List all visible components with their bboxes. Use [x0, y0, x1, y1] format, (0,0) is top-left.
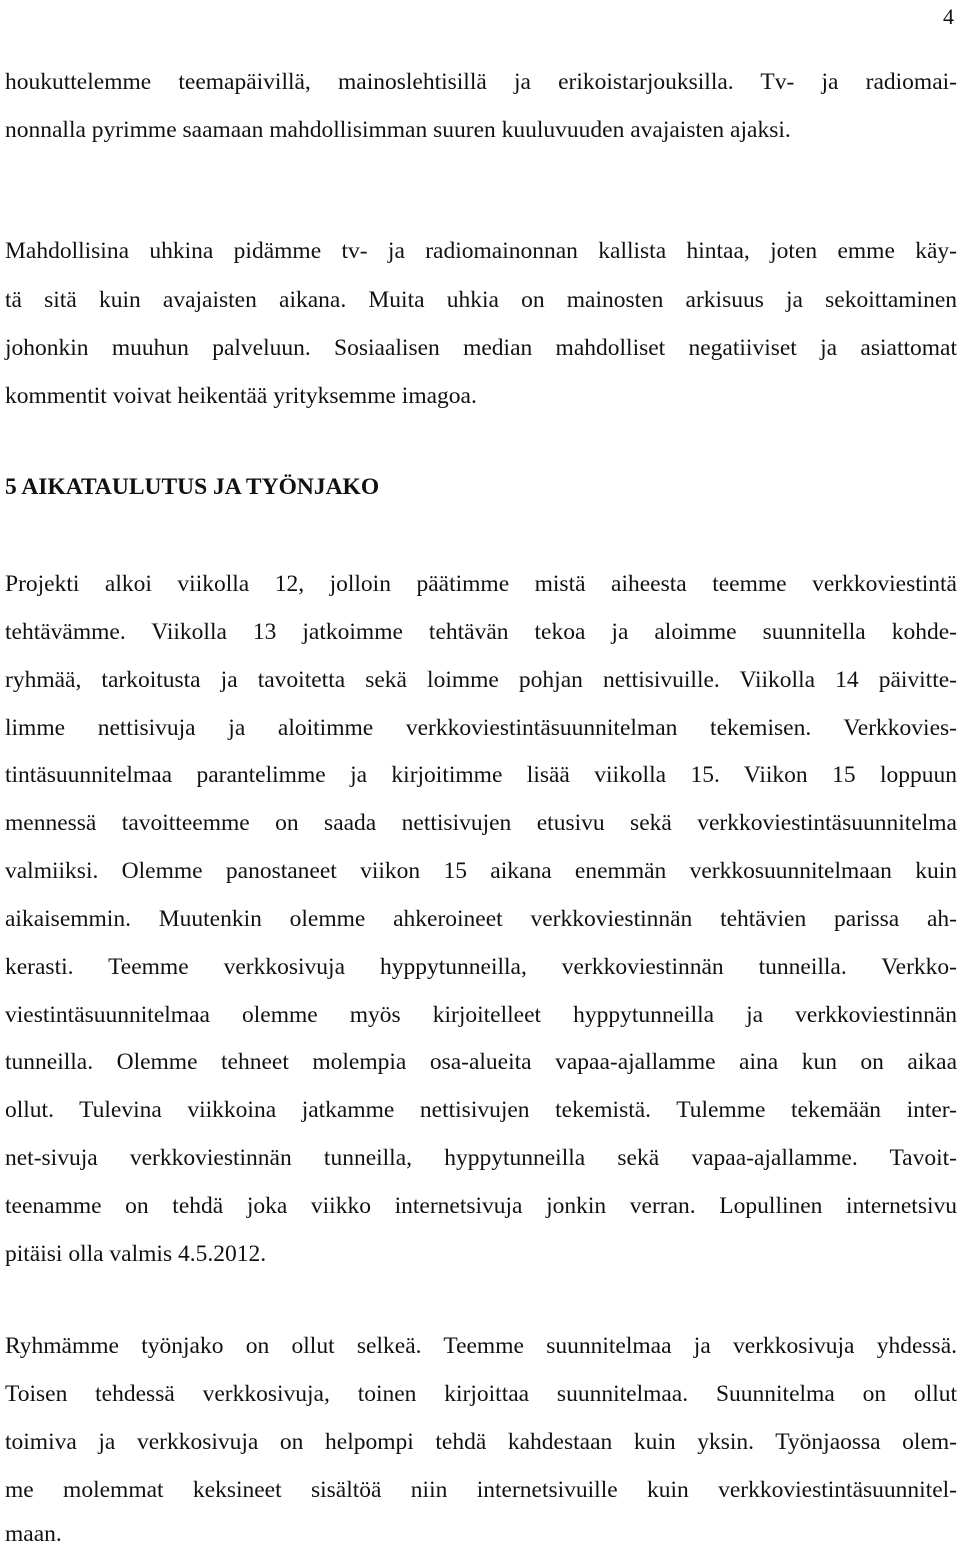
text-line: nonnalla pyrimme saamaan mahdollisimman suuren kuuluvuuden avajaisten ajaksi.	[5, 117, 791, 143]
text-line: me molemmat keksineet sisältöä niin internetsivuille kuin verkkoviestintäsuunnitel-	[5, 1477, 957, 1503]
text-line: toimiva ja verkkosivuja on helpompi tehdä kahdestaan kuin yksin. Työnjaossa olem-	[5, 1429, 957, 1455]
text-line: maan.	[5, 1521, 62, 1547]
text-line: kommentit voivat heikentää yrityksemme imagoa.	[5, 383, 477, 409]
text-line: kerasti. Teemme verkkosivuja hyppytunneilla, verkkoviestinnän tunneilla. Verkko-	[5, 954, 957, 980]
page-number: 4	[943, 4, 954, 29]
text-line: valmiiksi. Olemme panostaneet viikon 15 aikana enemmän verkkosuunnitelmaan kuin	[5, 858, 957, 884]
text-line: ollut. Tulevina viikkoina jatkamme nettisivujen tekemistä. Tulemme tekemään inter-	[5, 1097, 957, 1123]
text-line: Projekti alkoi viikolla 12, jolloin päätimme mistä aiheesta teemme verkkoviestintä	[5, 571, 957, 597]
text-line: mennessä tavoitteemme on saada nettisivujen etusivu sekä verkkoviestintäsuunnitelma	[5, 810, 957, 836]
text-line: tunneilla. Olemme tehneet molempia osa-alueita vapaa-ajallamme aina kun on aikaa	[5, 1049, 957, 1075]
text-line: Ryhmämme työnjako on ollut selkeä. Teemme suunnitelmaa ja verkkosivuja yhdessä.	[5, 1333, 957, 1359]
text-line: Toisen tehdessä verkkosivuja, toinen kirjoittaa suunnitelmaa. Suunnitelma on ollut	[5, 1381, 957, 1407]
text-line: limme nettisivuja ja aloitimme verkkoviestintäsuunnitelman tekemisen. Verkkovies-	[5, 715, 957, 741]
text-line: houkuttelemme teemapäivillä, mainoslehtisillä ja erikoistarjouksilla. Tv- ja radiomai-	[5, 69, 957, 95]
text-line: aikaisemmin. Muutenkin olemme ahkeroineet verkkoviestinnän tehtävien parissa ah-	[5, 906, 957, 932]
text-line: ryhmää, tarkoitusta ja tavoitetta sekä loimme pohjan nettisivuille. Viikolla 14 päivitte-	[5, 667, 957, 693]
text-line: tä sitä kuin avajaisten aikana. Muita uhkia on mainosten arkisuus ja sekoittaminen	[5, 287, 957, 313]
text-line: tintäsuunnitelmaa parantelimme ja kirjoitimme lisää viikolla 15. Viikon 15 loppuun	[5, 762, 957, 788]
text-line: tehtävämme. Viikolla 13 jatkoimme tehtävän tekoa ja aloimme suunnitella kohde-	[5, 619, 957, 645]
text-line: johonkin muuhun palveluun. Sosiaalisen median mahdolliset negatiiviset ja asiattomat	[5, 335, 957, 361]
text-line: pitäisi olla valmis 4.5.2012.	[5, 1241, 267, 1267]
section-heading: 5 AIKATAULUTUS JA TYÖNJAKO	[5, 474, 380, 500]
text-line: net-sivuja verkkoviestinnän tunneilla, hyppytunneilla sekä vapaa-ajallamme. Tavoit-	[5, 1145, 957, 1171]
text-line: viestintäsuunnitelmaa olemme myös kirjoitelleet hyppytunneilla ja verkkoviestinnän	[5, 1002, 957, 1028]
text-line: Mahdollisina uhkina pidämme tv- ja radiomainonnan kallista hintaa, joten emme käy-	[5, 238, 957, 264]
text-line: teenamme on tehdä joka viikko internetsivuja jonkin verran. Lopullinen internetsivu	[5, 1193, 957, 1219]
